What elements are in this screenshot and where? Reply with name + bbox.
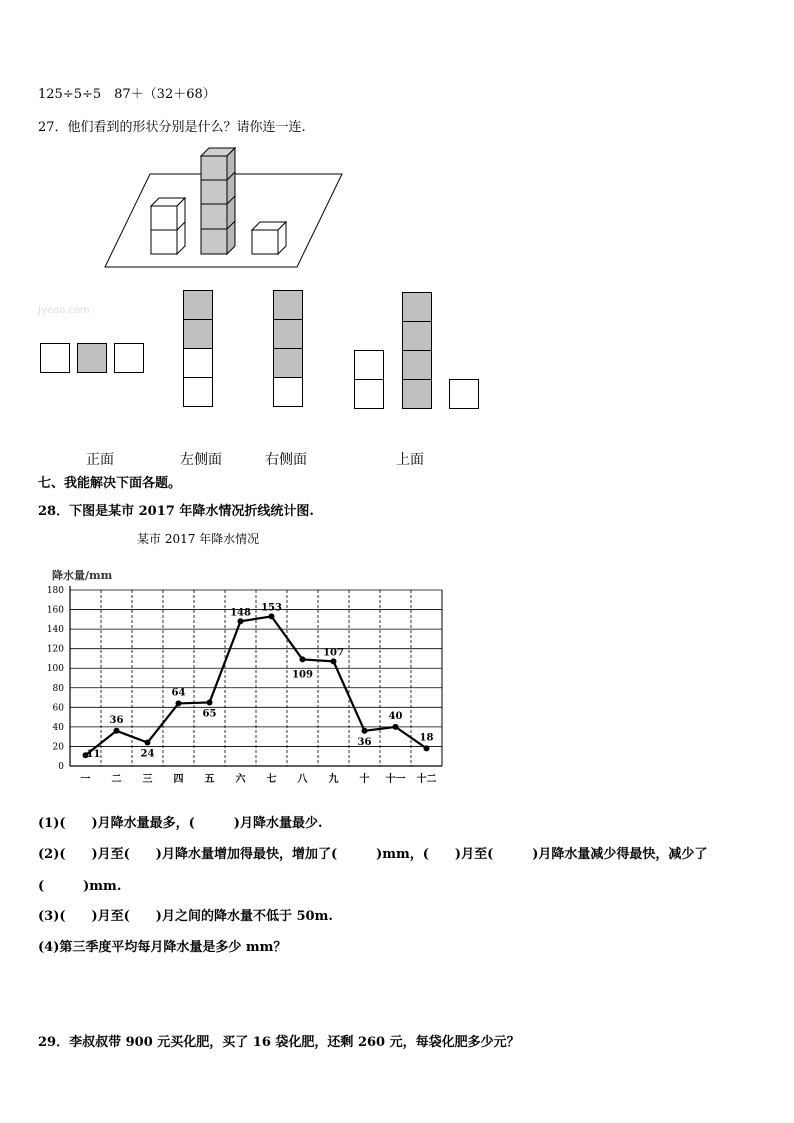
chart-title: 某市 2017 年降水情况 xyxy=(137,532,260,546)
data-point xyxy=(176,700,182,706)
x-tick-label: 五 xyxy=(204,774,215,785)
data-label: 40 xyxy=(388,710,403,722)
data-label: 107 xyxy=(323,647,344,659)
view-label-top: 上面 xyxy=(396,452,424,468)
y-tick-label: 0 xyxy=(58,762,64,772)
question-29: 29．李叔叔带 900 元买化肥，买了 16 袋化肥，还剩 260 元，每袋化肥多少元？ xyxy=(38,1035,520,1050)
y-tick-label: 80 xyxy=(52,683,64,694)
data-label: 18 xyxy=(419,732,434,744)
view-label-right: 右侧面 xyxy=(265,452,307,468)
data-point xyxy=(331,658,337,664)
y-tick-label: 60 xyxy=(52,703,64,714)
question-28-4: (4)第三季度平均每月降水量是多少 mm？ xyxy=(38,940,287,955)
y-tick-label: 20 xyxy=(52,742,64,753)
data-point xyxy=(145,740,151,746)
data-label: 36 xyxy=(357,736,372,748)
y-tick-label: 180 xyxy=(46,586,64,596)
view-option-a-square-3 xyxy=(114,343,144,373)
data-point xyxy=(238,618,244,624)
y-tick-label: 100 xyxy=(46,664,64,675)
data-label: 65 xyxy=(202,708,217,720)
data-point xyxy=(424,745,430,751)
question-28-2b: ( )mm. xyxy=(38,879,122,894)
y-tick-label: 40 xyxy=(52,722,64,733)
x-tick-label: 十 xyxy=(359,774,370,785)
section-7-heading: 七、我能解决下面各题。 xyxy=(38,476,182,491)
data-label: 153 xyxy=(261,602,282,614)
x-tick-label: 二 xyxy=(111,774,122,785)
x-tick-label: 一 xyxy=(80,774,91,785)
x-tick-label: 四 xyxy=(173,774,184,785)
data-label: 148 xyxy=(230,607,251,619)
data-point xyxy=(393,724,399,730)
x-tick-label: 七 xyxy=(266,774,277,785)
view-label-front: 正面 xyxy=(86,452,114,468)
data-label: 24 xyxy=(140,748,155,760)
rainfall-line-chart xyxy=(30,525,460,795)
question-28-2a: (2)( )月至( )月降水量增加得最快，增加了( )mm，( )月至( )月降水量减少得最快，减少了 xyxy=(38,847,708,862)
view-label-left: 左侧面 xyxy=(180,452,222,468)
data-point xyxy=(362,728,368,734)
data-point xyxy=(207,699,213,705)
data-label: 11 xyxy=(86,749,101,761)
x-tick-label: 八 xyxy=(297,774,308,785)
y-tick-label: 160 xyxy=(46,605,64,616)
x-tick-label: 十二 xyxy=(416,774,437,785)
x-tick-label: 十一 xyxy=(385,774,406,785)
view-option-a-square-2 xyxy=(77,343,107,373)
data-point xyxy=(300,656,306,662)
chart-y-axis-label: 降水量/mm xyxy=(52,569,113,582)
data-label: 36 xyxy=(109,714,124,726)
x-tick-label: 三 xyxy=(142,774,153,785)
x-tick-label: 九 xyxy=(328,774,339,785)
question-28-1: (1)( )月降水量最多，( )月降水量最少. xyxy=(38,816,323,831)
data-point xyxy=(269,613,275,619)
question-28: 28．下图是某市 2017 年降水情况折线统计图. xyxy=(38,504,314,519)
x-tick-label: 六 xyxy=(235,774,246,785)
calc-line: 125÷5÷5 87＋（32＋68） xyxy=(38,87,216,102)
y-tick-label: 140 xyxy=(46,625,64,636)
cube-arrangement-figure xyxy=(100,140,350,275)
question-27: 27．他们看到的形状分别是什么？请你连一连. xyxy=(38,120,306,135)
data-label: 109 xyxy=(292,669,313,681)
watermark: Jyeoo.com xyxy=(38,305,90,316)
y-tick-label: 120 xyxy=(46,644,64,655)
view-option-a-square-1 xyxy=(40,343,70,373)
data-point xyxy=(114,728,120,734)
question-28-3: (3)( )月至( )月之间的降水量不低于 50m. xyxy=(38,909,333,924)
data-label: 64 xyxy=(171,687,186,699)
